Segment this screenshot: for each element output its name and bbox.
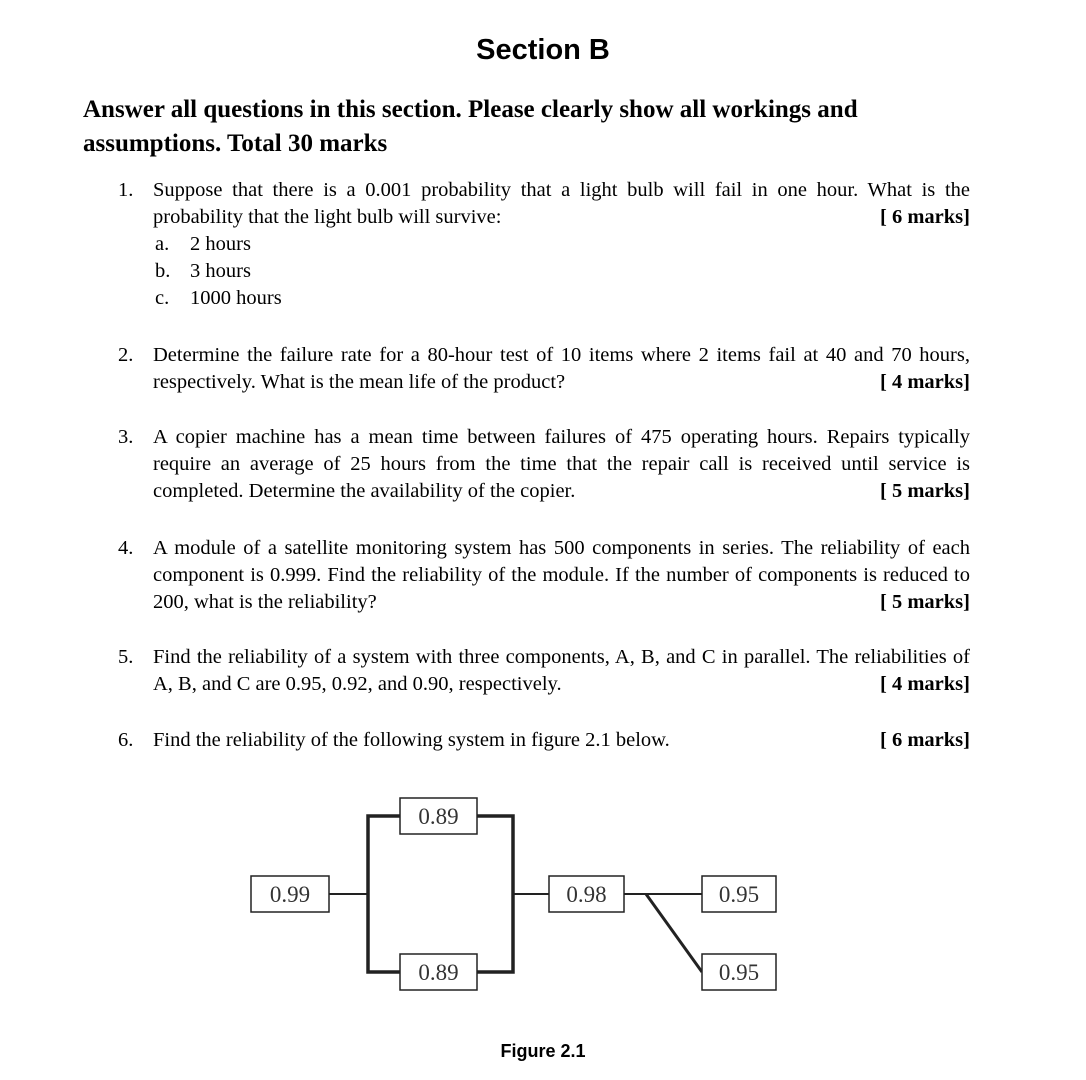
block-value: 0.95 xyxy=(718,882,760,907)
figure-caption: Figure 2.1 xyxy=(500,1041,586,1061)
question-number: 2. xyxy=(118,344,134,366)
block-value: 0.89 xyxy=(418,960,459,985)
question-marks: [ 5 marks] xyxy=(880,591,970,613)
question-text: Find the reliability of a system with three components, A, B, and C in parallel. The reliabilities of A, B, and C are 0.95, 0.92, and 0.90, respectively. xyxy=(153,646,970,695)
question-text: Suppose that there is a 0.001 probability that a light bulb will fail in one hour. What is the probability that the light bulb will survive: xyxy=(153,179,970,228)
question-marks: [ 4 marks] xyxy=(880,673,970,695)
question-text: A module of a satellite monitoring system has 500 components in series. The reliability of each component is 0.999. Find the reliability of the module. If the number of components is reduced to 200, what is the reliability? xyxy=(153,537,970,613)
diagram-connectors xyxy=(329,816,702,972)
question-number: 1. xyxy=(118,179,134,201)
block-value: 0.99 xyxy=(269,882,311,907)
block-value: 0.95 xyxy=(718,960,760,985)
subpart-letter: a. xyxy=(155,233,170,255)
question-text: Find the reliability of the following system in figure 2.1 below. xyxy=(153,729,670,751)
block-value: 0.98 xyxy=(566,882,607,907)
question-number: 4. xyxy=(118,537,134,559)
connector-parallel-left xyxy=(368,816,400,972)
subpart-text: 2 hours xyxy=(190,233,251,255)
subpart-letter: b. xyxy=(155,260,171,282)
section-title: Section B xyxy=(476,34,610,66)
question-number: 5. xyxy=(118,646,134,668)
question-text: A copier machine has a mean time between failures of 475 operating hours. Repairs typically require an average of 25 hours from the time that the repair call is received until service is completed. Determine the availability of the copier. xyxy=(153,426,970,502)
question-marks: [ 6 marks] xyxy=(880,206,970,228)
connector-output-bottom xyxy=(646,894,702,972)
question-marks: [ 4 marks] xyxy=(880,371,970,393)
instructions: Answer all questions in this section. Please clearly show all workings and assumptions. Total 30 marks xyxy=(83,96,858,157)
block-value: 0.89 xyxy=(418,804,459,829)
question-text: Determine the failure rate for a 80-hour test of 10 items where 2 items fail at 40 and 70 hours, respectively. What is the mean life of the product? xyxy=(153,344,970,393)
question-marks: [ 5 marks] xyxy=(880,480,970,502)
subpart-letter: c. xyxy=(155,287,170,309)
subpart-text: 1000 hours xyxy=(190,287,282,309)
subpart-text: 3 hours xyxy=(190,260,251,282)
question-marks: [ 6 marks] xyxy=(880,729,970,751)
connector-parallel-right xyxy=(477,816,513,972)
question-number: 3. xyxy=(118,426,134,448)
question-number: 6. xyxy=(118,729,134,751)
